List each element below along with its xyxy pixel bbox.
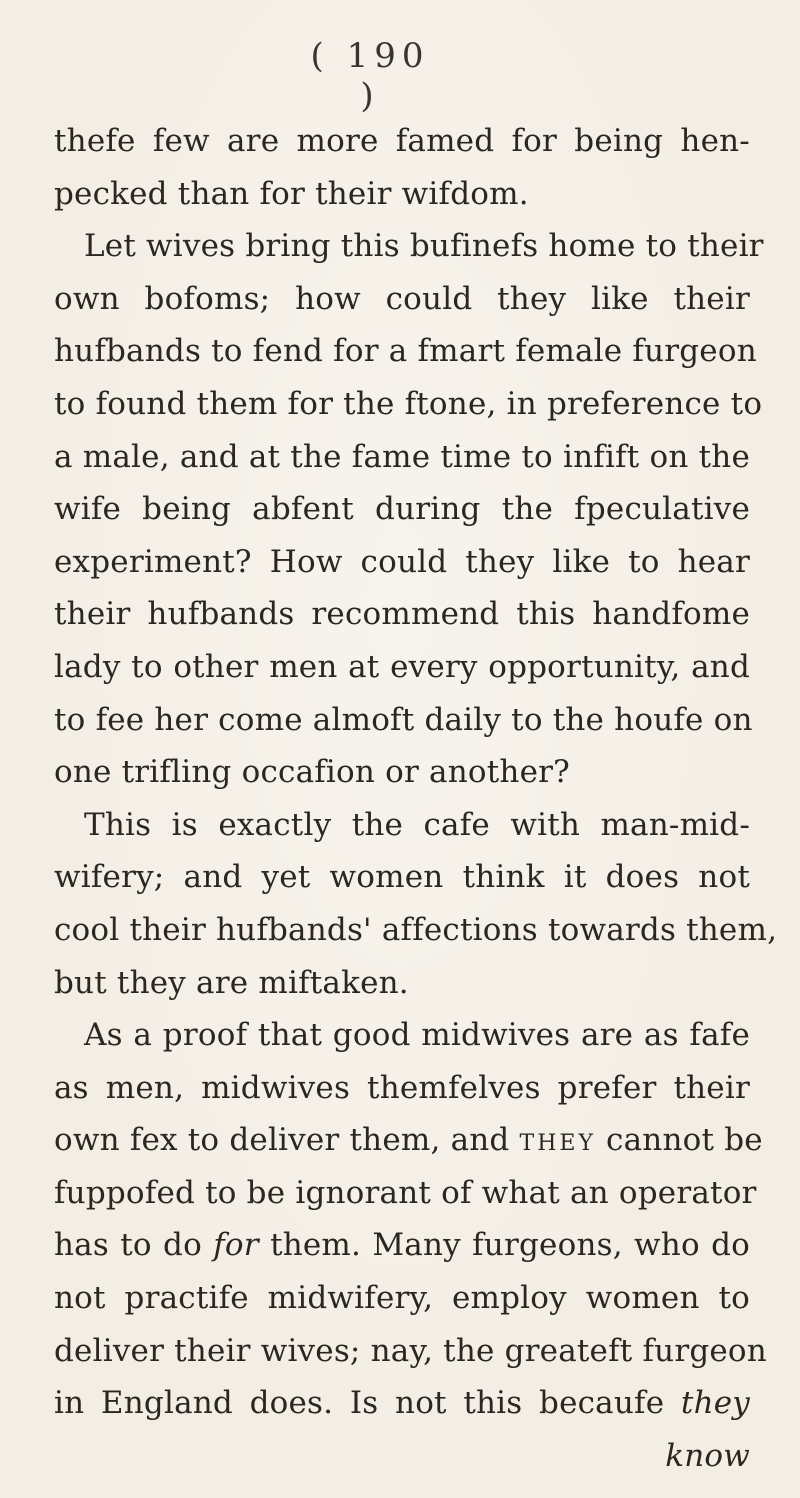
text-line: wifery; and yet women think it does not <box>54 859 750 896</box>
text-line: thefe few are more famed for being hen- <box>54 123 750 159</box>
text-line: lady to other men at every opportunity, and <box>54 648 750 685</box>
text-line: hufbands to fend for a fmart female furgeon <box>54 333 757 370</box>
text-line: pecked than for their wifdom. <box>54 175 529 212</box>
catchword-text: know <box>665 1437 750 1474</box>
italic-word: for <box>213 1227 259 1264</box>
text-line: as men, midwives themfelves prefer their <box>54 1069 750 1106</box>
text-line <box>54 1114 763 1167</box>
text-line: their hufbands recommend this handfome <box>54 596 750 633</box>
text-line: to found them for the ftone, in preference to <box>54 385 763 422</box>
italic-word: they <box>680 1385 750 1422</box>
text-line: Let wives bring this bufinefs home to their <box>84 228 764 265</box>
text-line: but they are miftaken. <box>54 964 409 1001</box>
text-line <box>54 1377 750 1430</box>
text-segment: has to do <box>54 1227 202 1264</box>
text-line: a male, and at the fame time to infift on the <box>54 438 750 475</box>
text-line: deliver their wives; nay, the greateft furgeon <box>54 1332 767 1369</box>
text-line: not practife midwifery, employ women to <box>54 1280 750 1317</box>
text-segment: cannot be <box>606 1122 763 1159</box>
text-line: cool their hufbands' affections towards them, <box>54 911 778 948</box>
page-number: ( 190 ) <box>310 36 430 116</box>
text-line: fuppofed to be ignorant of what an operator <box>54 1174 757 1211</box>
text-segment: own fex to deliver them, and <box>54 1122 510 1159</box>
text-line: one trifling occafion or another? <box>54 754 570 791</box>
text-line: experiment? How could they like to hear <box>54 543 750 580</box>
text-segment: them. Many furgeons, who do <box>270 1227 750 1264</box>
text-line: to fee her come almoft daily to the houfe on <box>54 701 753 738</box>
text-line: own bofoms; how could they like their <box>54 280 750 317</box>
text-segment: in England does. Is not this becaufe <box>54 1385 665 1422</box>
text-line: This is exactly the cafe with man-mid- <box>84 806 750 843</box>
text-line <box>54 1219 750 1272</box>
text-line: wife being abfent during the fpeculative <box>54 491 750 528</box>
body-text <box>54 115 778 1482</box>
text-line: As a proof that good midwives are as fafe <box>84 1017 750 1054</box>
small-caps-word: they <box>519 1122 596 1159</box>
catchword <box>54 1430 750 1483</box>
